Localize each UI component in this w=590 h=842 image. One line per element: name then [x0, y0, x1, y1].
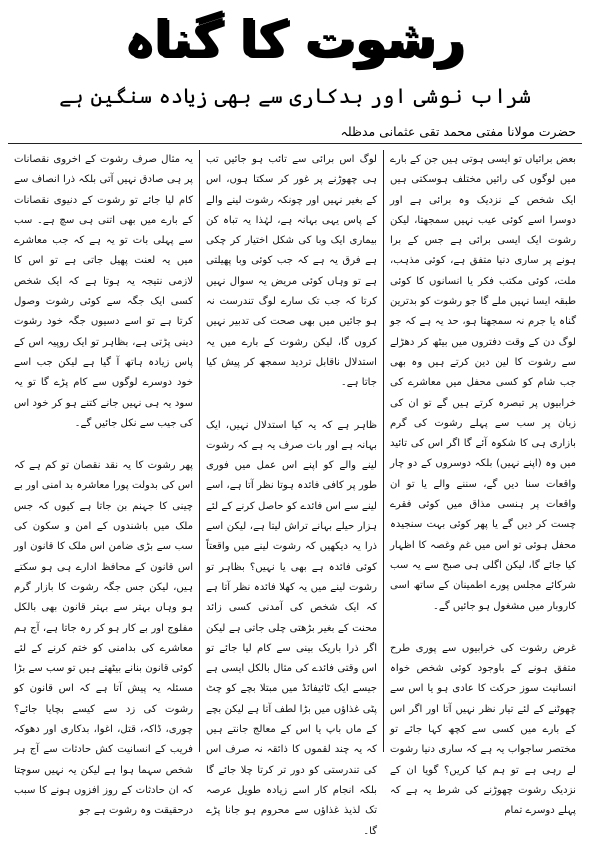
column-right	[384, 150, 582, 817]
paragraph: ظاہر ہے کہ یہ کیا استدلال نہیں، ایک بہانہ ہے اور بات صرف یہ ہے کہ رشوت لینے والے کو اپنے اس عمل میں فوری طور پر کافی فائدہ ہوتا نظر آتا ہے، اسے لینے سے اس فائدے کو حاصل کرنے کے لئے ہزار حیلے بہانے تراش لیتا ہے، لیکن اسے ذرا یہ دیکھیں کہ رشوت لینے میں واقعتاً کوئی فائدہ ہے بھی یا نہیں؟ بظاہر تو رشوت لینے میں یہ کھلا فائدہ نظر آتا ہے کہ ایک شخص کی آمدنی کسی زائد محنت کے بغیر بڑھتی چلی جاتی ہے لیکن اگر ذرا باریک بینی سے کام لیا جائے تو اس وقتی فائدے کی مثال بالکل ایسی ہے جیسے ایک ٹائیفائڈ میں مبتلا بچے کو چٹ پٹی غذاؤں میں بڑا لطف آتا ہے لیکن بچے کے ماں باپ یا اس کے معالج جانتے ہیں کہ یہ چند لقموں کا ذائقہ نہ صرف اس کی تندرستی کو دور تر کرتا چلا جائے گا بلکہ انجام کار اسے زیادہ طویل عرصہ تک لذیذ غذاؤں سے محروم ہو جانا پڑے گا۔	[206, 419, 377, 837]
article-byline: حضرت مولانا مفتی محمد تقی عثمانی مدظلہ	[340, 124, 576, 139]
column-middle	[199, 150, 384, 837]
article-title: رشوت کا گناہ	[125, 10, 465, 68]
article-body	[8, 150, 582, 837]
header-divider	[8, 143, 582, 144]
paragraph: یہ مثال صرف رشوت کے اخروی نقصانات پر ہی صادق نہیں آتی بلکہ ذرا انصاف سے کام لیا جائے تو رشوت کے دنیوی نقصانات کے بارے میں بھی اتنی ہی سچ ہے۔ سب سے پہلی بات تو یہ ہے کہ جب معاشرے میں یہ لعنت پھیل جاتی ہے تو اس کا لازمی نتیجہ یہ ہوتا ہے کہ ایک شخص کسی ایک جگہ سے کوئی رشوت وصول کرتا ہے تو اسے دسیوں جگہ خود رشوت دینی پڑتی ہے، بظاہر تو ایک روپیہ اس کے پاس زیادہ ہاتھ آ گیا ہے لیکن جب اسے خود دوسرے لوگوں سے کام پڑے گا تو یہ سود یہ ہی نہیں جانے کتنے ہو کر خود اس کی جیب سے نکل جائیں گے۔	[14, 154, 193, 429]
paragraph: پھر رشوت کا یہ نقد نقصان تو کم ہے کہ اس کی بدولت پورا معاشرہ بد امنی اور بے چینی کا جہنم بن جاتا ہے کیوں کہ جس ملک میں باشندوں کے امن و سکون کی سب سے بڑی ضامن اس ملک کا قانون اور اس قانون کے محافظ ادارے ہی ہو سکتے ہیں، لیکن جس جگہ رشوت کا بازار گرم ہو وہاں بہتر سے بہتر قانون بھی بالکل مفلوج اور بے کار ہو کر رہ جاتا ہے، آج ہم معاشرے کی بدامنی کو ختم کرنے کے لئے کوئی قانون بنانے بیٹھتے ہیں تو سب سے بڑا مسئلہ یہ پیش آتا ہے کہ اس قانون کو رشوت کی زد سے کیسے بچایا جائے؟ چوری، ڈاکہ، قتل، اغوا، بدکاری اور دھوکہ فریب کے انسانیت کش حادثات سے آج ہر شخص سہما ہوا ہے لیکن یہ نہیں سوچتا کہ ان حادثات کے روز افزوں ہونے کا سبب درحقیقت وہ رشوت ہے جو	[13, 460, 193, 817]
article-subtitle: شراب نوشی اور بدکاری سے بھی زیادہ سنگین ہے	[59, 84, 531, 108]
paragraph: بعض برائیاں تو ایسی ہوتی ہیں جن کے بارے میں لوگوں کی رائیں مختلف ہوسکتی ہیں ایک شخص کے نزدیک وہ برائی ہے اور دوسرا اسے کوئی عیب نہیں سمجھتا، لیکن رشوت ایک ایسی برائی ہے جس کے برا ہونے پر ساری دنیا متفق ہے، کوئی مذہب، ملت، کوئی مکتب فکر یا انسانوں کا کوئی طبقہ ایسا نہیں ملے گا جو رشوت کو بدترین گناہ یا جرم نہ سمجھتا ہو، حد یہ ہے کہ جو لوگ دن کے وقت دفتروں میں بیٹھ کر دھڑلے سے رشوت کا لین دین کرتے ہیں وہ بھی جب شام کو کسی محفل میں معاشرے کی خرابیوں پر تبصرہ کرتے ہیں گے تو ان کی زبان پر سب سے پہلے رشوت کی گرم بازاری ہی کا شکوہ آئے گا اگر اس کی تائید میں وہ (اپنے نہیں) بلکہ دوسروں کے دو چار واقعات سنا دیں گے، سننے والے یا تو ان واقعات پر ہنسی مذاق میں کوئی فقرے چست کر دیں گے یا پھر کوئی بہت سنجیدہ محفل ہوئی تو اس میں غم وغصہ کا اظہار کیا جائے گا، لیکن اگلی ہی صبح سے یہ سب شرکائے مجلس پورے اطمینان کے ساتھ اسی کاروبار میں مشغول ہو جائیں گے۔	[390, 154, 576, 612]
paragraph: غرض رشوت کی خرابیوں سے پوری طرح متفق ہونے کے باوجود کوئی شخص خواہ انسانیت سوز حرکت کا عادی ہو یا اس سے چھوٹنے کے لئے تیار نظر نہیں آتا اور اگر اس کے بارے میں کسی سے کچھ کہا جائے تو مختصر ساجواب یہ ہے کہ ساری دنیا رشوت لے رہی ہے تو ہم کیا کریں؟ گویا ان کے نزدیک رشوت چھوڑنے کی شرط یہ ہے کہ پہلے دوسرے تمام	[390, 642, 576, 817]
paragraph: لوگ اس برائی سے تائب ہو جائیں تب ہی چھوڑنے پر غور کر سکتا ہوں، اس کے بغیر نہیں اور چونکہ رشوت لینے والے کے پاس یہی بہانہ ہے، لہٰذا یہ تباہ کن بیماری ایک وبا کی شکل اختیار کر چکی ہے فرق یہ ہے کہ جب کوئی وبا پھیلتی ہے تو وہاں کوئی مریض یہ سوال نہیں کرتا کہ جب تک سارے لوگ تندرست نہ ہو جائیں میں بھی صحت کی تدبیر نہیں کروں گا، لیکن رشوت کے بارے میں یہ استدلال ناقابل تردید سمجھ کر پیش کیا جاتا ہے۔	[206, 154, 377, 389]
column-left	[8, 150, 199, 817]
